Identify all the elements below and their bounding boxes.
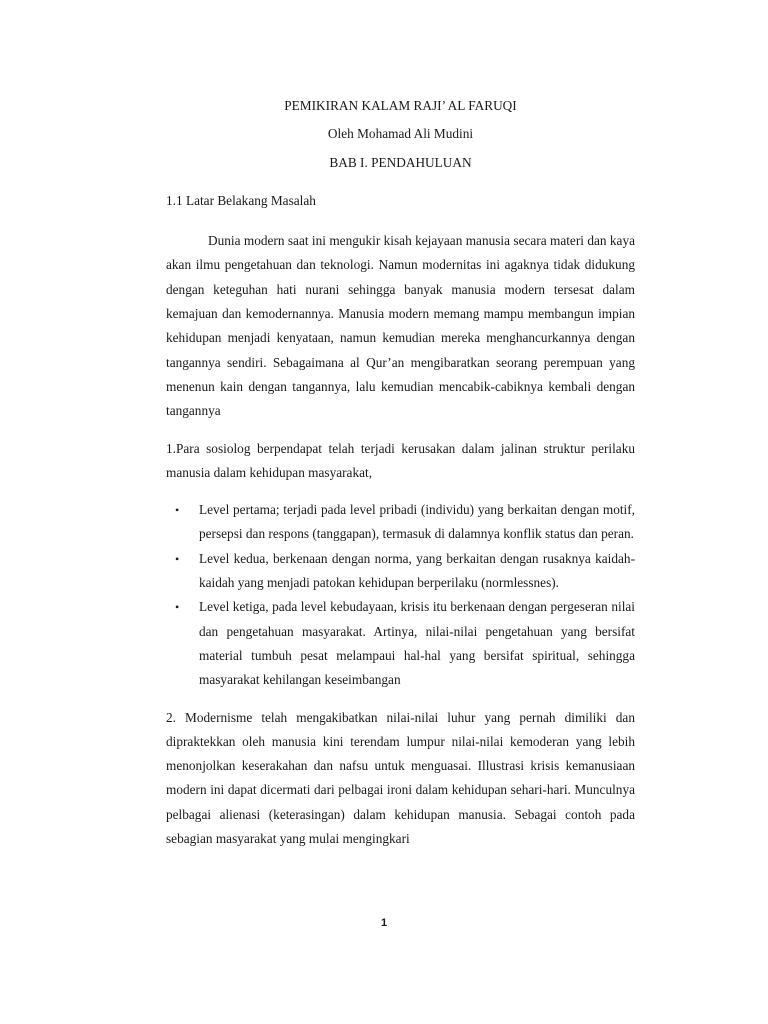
- bullet-icon: •: [175, 503, 180, 518]
- paragraph-point-2: 2. Modernisme telah mengakibatkan nilai-nilai luhur yang pernah dimiliki dan dipraktekkan oleh manusia kini terendam lumpur nilai-nilai kemoderan yang lebih menonjolkan keserakahan dan nafsu untuk menguasai. Illustrasi krisis kemanusiaan modern ini dapat dicermati dari pelbagai ironi dalam kehidupan sehari-hari. Munculnya pelbagai alienasi (keterasingan) dalam kehidupan manusia. Sebagai contoh pada sebagian masyarakat yang mulai mengingkari: [166, 709, 635, 847]
- bullet-list: [166, 498, 635, 692]
- list-item-text: Level kedua, berkenaan dengan norma, yang berkaitan dengan rusaknya kaidah-kaidah yang menjadi patokan kehidupan berperilaku (normlessnes).: [199, 550, 635, 591]
- list-item: [175, 595, 635, 692]
- page-number: 1: [380, 917, 388, 929]
- section-heading: 1.1 Latar Belakang Masalah: [166, 192, 316, 208]
- page-body: [166, 94, 635, 851]
- bullet-icon: •: [175, 600, 180, 615]
- list-item-text: Level ketiga, pada level kebudayaan, krisis itu berkenaan dengan pergeseran nilai dan pengetahuan masyarakat. Artinya, nilai-nilai pengetahuan yang bersifat material tumbuh pesat melampaui hal-hal yang bersifat spiritual, sehingga masyarakat kehilangan keseimbangan: [199, 599, 635, 688]
- list-item: [175, 547, 635, 596]
- list-item: [175, 498, 635, 547]
- author-line: Oleh Mohamad Ali Mudini: [327, 126, 474, 142]
- document-title: PEMIKIRAN KALAM RAJI’ AL FARUQI: [284, 98, 517, 113]
- bullet-icon: •: [175, 551, 180, 566]
- chapter-heading: BAB I. PENDAHULUAN: [329, 154, 472, 170]
- paragraph-point-1: 1.Para sosiolog berpendapat telah terjadi kerusakan dalam jalinan struktur perilaku manusia dalam kehidupan masyarakat,: [166, 440, 635, 480]
- paragraph-intro: Dunia modern saat ini mengukir kisah kejayaan manusia secara materi dan kaya akan ilmu pengetahuan dan teknologi. Namun modernitas ini agaknya tidak didukung dengan keteguhan hati nurani sehingga banyak manusia modern tersesat dalam kemajuan dan kemodernannya. Manusia modern memang mampu membangun impian kehidupan menjadi kenyataan, namun kemudian mereka menghancurkannya dengan tangannya sendiri. Sebagaimana al Qur’an mengibaratkan seorang perempuan yang menenun kain dengan tangannya, lalu kemudian mencabik-cabiknya kembali dengan tangannya: [166, 233, 635, 419]
- list-item-text: Level pertama; terjadi pada level pribadi (individu) yang berkaitan dengan motif, persepsi dan respons (tanggapan), termasuk di dalamnya konflik status dan peran.: [199, 502, 635, 542]
